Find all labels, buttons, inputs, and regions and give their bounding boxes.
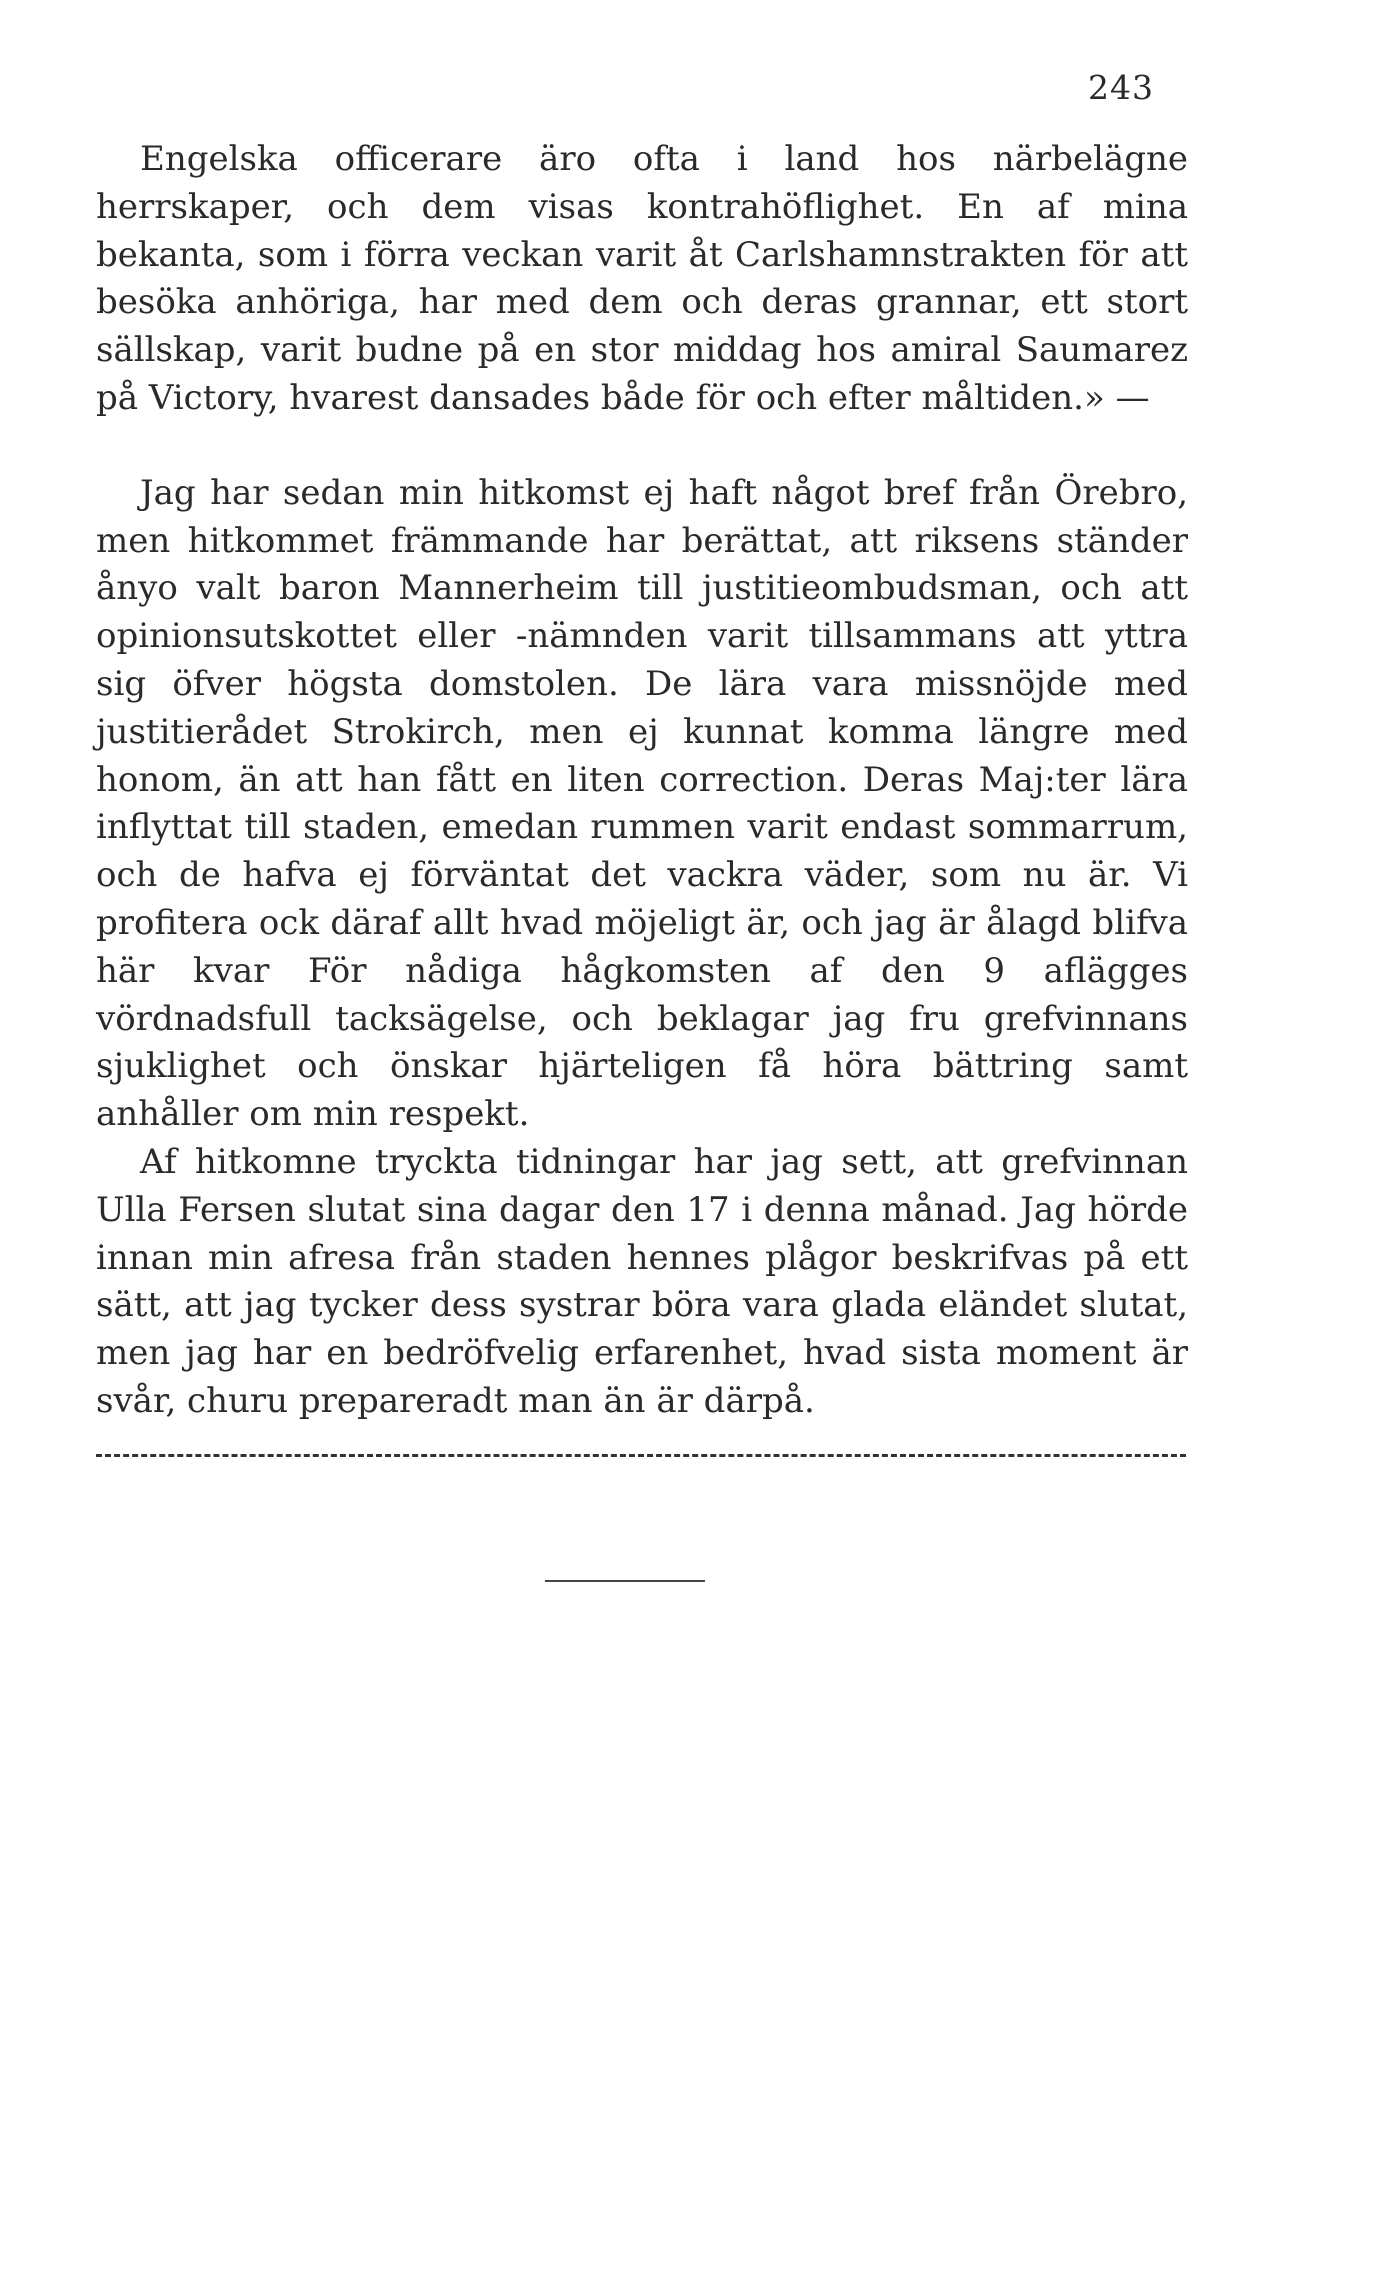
end-rule: [545, 1580, 705, 1582]
page-number: 243: [1088, 68, 1154, 107]
paragraph-2: Jag har sedan min hitkomst ej haft något bref från Örebro, men hitkommet främmande har berättat, att riksens ständer ånyo valt baron Mannerheim till justitieombudsman, och att opinionsutskottet eller -nämnden varit tillsammans att yttra sig öfver högsta domstolen. De lära vara missnöjde med justitierådet Strokirch, men ej kunnat komma längre med honom, än att han fått en liten correction. Deras Maj:ter lära inflyttat till staden, emedan rummen varit endast sommarrum, och de hafva ej förväntat det vackra väder, som nu är. Vi profitera ock däraf allt hvad möjeligt är, och jag är ålagd blifva här kvar För nådiga hågkomsten af den 9 aflägges vördnadsfull tacksägelse, och beklagar jag fru grefvinnans sjuklighet och önskar hjärteligen få höra bättring samt anhåller om min respekt.: [96, 472, 1188, 1135]
dashed-separator: [96, 1454, 1186, 1457]
paragraph-3: Af hitkomne tryckta tidningar har jag sett, att grefvinnan Ulla Fersen slutat sina dagar den 17 i denna månad. Jag hörde innan min afresa från staden hennes plågor beskrifvas på ett sätt, att jag tycker dess systrar böra vara glada eländet slutat, men jag har en bedröfvelig erfarenhet, hvad sista moment är svår, churu prepareradt man än är därpå.: [96, 1141, 1188, 1421]
paragraph-1: Engelska officerare äro ofta i land hos närbelägne herrskaper, och dem visas kontrahöflighet. En af mina bekanta, som i förra veckan varit åt Carlshamnstrakten för att besöka anhöriga, har med dem och deras grannar, ett stort sällskap, varit budne på en stor middag hos amiral Saumarez på Victory, hvarest dansades både för och efter måltiden.» —: [96, 139, 1188, 418]
letter-body: [96, 136, 1188, 1426]
